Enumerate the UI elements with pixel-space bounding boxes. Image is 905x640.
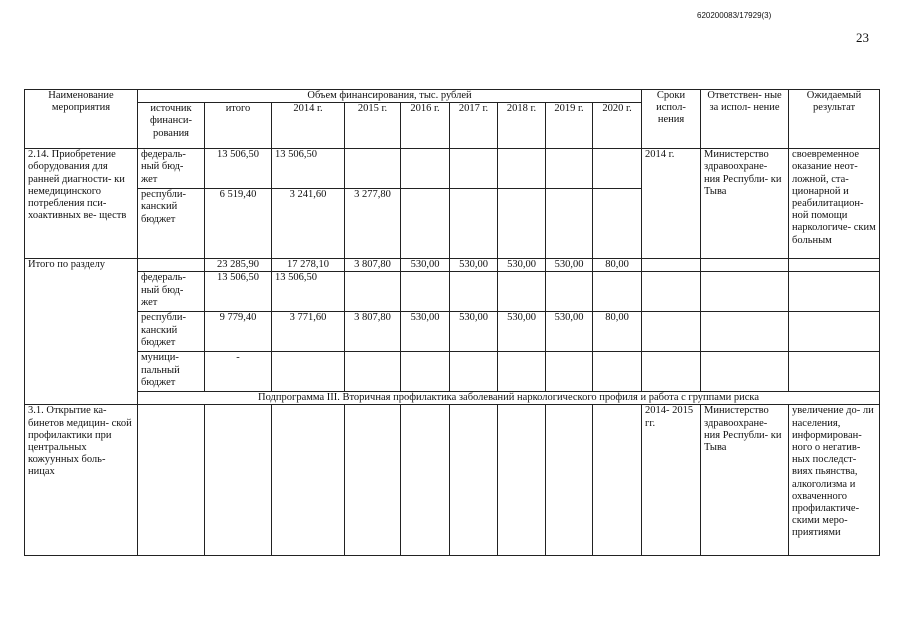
empty-cell	[642, 312, 701, 352]
header-year-2016: 2016 г.	[401, 103, 450, 149]
empty-cell	[345, 149, 401, 189]
responsible-2-14: Министерство здравоохране- ния Республи- ки Тыва	[701, 149, 789, 259]
total-cell: 9 779,40	[205, 312, 272, 352]
table-row	[25, 352, 880, 392]
y2020-cell: 80,00	[593, 312, 642, 352]
empty-cell	[272, 352, 345, 392]
empty-cell	[498, 272, 546, 312]
empty-cell	[701, 312, 789, 352]
table-row	[25, 259, 880, 272]
header-row-1	[25, 90, 880, 103]
total-cell: -	[205, 352, 272, 392]
y2015-cell: 3 277,80	[345, 189, 401, 259]
header-funding: Объем финансирования, тыс. рублей	[138, 90, 642, 103]
empty-cell	[789, 352, 880, 392]
header-source: источник финанси- рования	[138, 103, 205, 149]
empty-cell	[546, 352, 593, 392]
header-year-2019: 2019 г.	[546, 103, 593, 149]
source-cell: федераль- ный бюд- жет	[138, 272, 205, 312]
expected-2-14: своевременное оказание неот- ложной, ста- ционарной и реабилитацион- ной помощи наркологиче- ским больным	[789, 149, 880, 259]
header-measure: Наименование мероприятия	[25, 90, 138, 149]
y2015-cell: 3 807,80	[345, 312, 401, 352]
empty-cell	[642, 272, 701, 312]
empty-cell	[272, 405, 345, 556]
empty-cell	[450, 405, 498, 556]
subprogram-title: Подпрограмма III. Вторичная профилактика заболеваний наркологического профиля и работа с группами риска	[138, 392, 880, 405]
terms-2-14: 2014 г.	[642, 149, 701, 259]
source-cell: федераль- ный бюд- жет	[138, 149, 205, 189]
y2019-cell: 530,00	[546, 259, 593, 272]
empty-cell	[789, 312, 880, 352]
expected-3-1: увеличение до- ли населения, информирован- ного о негатив- ных последст- виях пьянства, алкоголизма и охваченного профилактиче- скими меро- приятиями	[789, 405, 880, 556]
y2020-cell: 80,00	[593, 259, 642, 272]
empty-cell	[138, 405, 205, 556]
empty-cell	[789, 259, 880, 272]
table-row	[25, 272, 880, 312]
y2017-cell: 530,00	[450, 259, 498, 272]
y2017-cell: 530,00	[450, 312, 498, 352]
y2018-cell: 530,00	[498, 259, 546, 272]
y2014-cell: 13 506,50	[272, 149, 345, 189]
y2016-cell: 530,00	[401, 259, 450, 272]
section-total-label: Итого по разделу	[25, 259, 138, 405]
empty-cell	[546, 189, 593, 259]
y2014-cell: 13 506,50	[272, 272, 345, 312]
source-cell: муници- пальный бюджет	[138, 352, 205, 392]
empty-cell	[593, 352, 642, 392]
header-expected: Ожидаемый результат	[789, 90, 880, 149]
empty-cell	[593, 149, 642, 189]
measure-3-1: 3.1. Открытие ка- бинетов медицин- ской профилактики при центральных кожуунных боль- ницах	[25, 405, 138, 556]
empty-cell	[450, 149, 498, 189]
empty-cell	[450, 272, 498, 312]
table-row	[25, 405, 880, 556]
y2014-cell: 17 278,10	[272, 259, 345, 272]
header-year-2018: 2018 г.	[498, 103, 546, 149]
empty-cell	[345, 405, 401, 556]
empty-cell	[498, 352, 546, 392]
empty-cell	[345, 272, 401, 312]
document-id: 620200083/17929(3)	[697, 11, 772, 20]
header-terms: Сроки испол- нения	[642, 90, 701, 149]
empty-cell	[546, 272, 593, 312]
empty-cell	[593, 189, 642, 259]
empty-cell	[498, 149, 546, 189]
total-cell: 13 506,50	[205, 149, 272, 189]
y2014-cell: 3 241,60	[272, 189, 345, 259]
empty-cell	[205, 405, 272, 556]
table-row	[25, 312, 880, 352]
measure-2-14: 2.14. Приобретение оборудования для ранней диагности- ки немедицинского потребления пси- хоактивных ве- ществ	[25, 149, 138, 259]
page-number: 23	[856, 30, 869, 45]
empty-cell	[401, 149, 450, 189]
y2015-cell: 3 807,80	[345, 259, 401, 272]
total-cell: 13 506,50	[205, 272, 272, 312]
total-cell: 23 285,90	[205, 259, 272, 272]
y2016-cell: 530,00	[401, 312, 450, 352]
table-row	[25, 149, 880, 189]
empty-cell	[498, 405, 546, 556]
empty-cell	[546, 405, 593, 556]
empty-cell	[450, 189, 498, 259]
y2018-cell: 530,00	[498, 312, 546, 352]
terms-3-1: 2014- 2015 гг.	[642, 405, 701, 556]
empty-cell	[498, 189, 546, 259]
financing-table	[24, 89, 880, 556]
empty-cell	[701, 259, 789, 272]
empty-cell	[401, 352, 450, 392]
responsible-3-1: Министерство здравоохране- ния Республи- ки Тыва	[701, 405, 789, 556]
source-cell: республи- канский бюджет	[138, 189, 205, 259]
empty-cell	[345, 352, 401, 392]
source-cell: республи- канский бюджет	[138, 312, 205, 352]
empty-cell	[789, 272, 880, 312]
header-year-2020: 2020 г.	[593, 103, 642, 149]
header-year-2014: 2014 г.	[272, 103, 345, 149]
empty-cell	[546, 149, 593, 189]
empty-cell	[450, 352, 498, 392]
y2014-cell: 3 771,60	[272, 312, 345, 352]
empty-cell	[593, 405, 642, 556]
table-row	[25, 392, 880, 405]
empty-cell	[138, 259, 205, 272]
header-year-2015: 2015 г.	[345, 103, 401, 149]
empty-cell	[401, 405, 450, 556]
empty-cell	[701, 272, 789, 312]
empty-cell	[701, 352, 789, 392]
header-total: итого	[205, 103, 272, 149]
empty-cell	[642, 259, 701, 272]
y2019-cell: 530,00	[546, 312, 593, 352]
header-year-2017: 2017 г.	[450, 103, 498, 149]
total-cell: 6 519,40	[205, 189, 272, 259]
empty-cell	[593, 272, 642, 312]
empty-cell	[401, 272, 450, 312]
header-responsible: Ответствен- ные за испол- нение	[701, 90, 789, 149]
empty-cell	[401, 189, 450, 259]
empty-cell	[642, 352, 701, 392]
